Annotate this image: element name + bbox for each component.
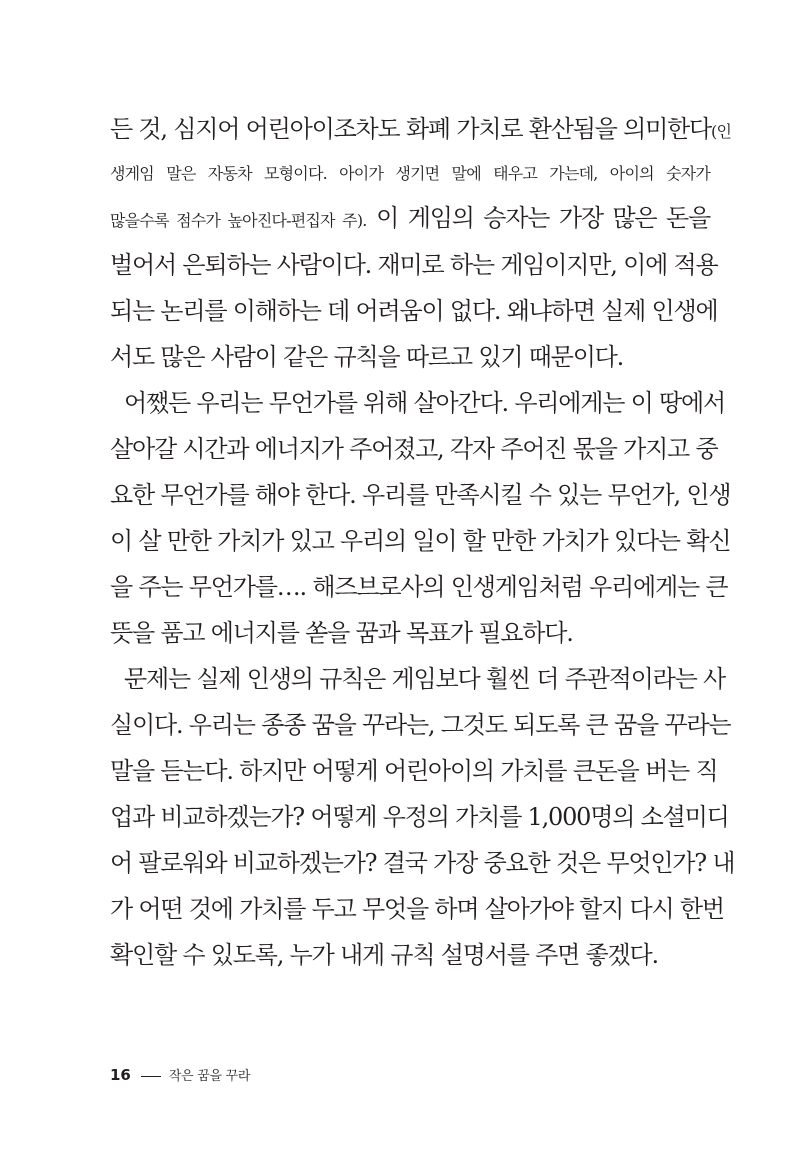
page-footer (110, 1062, 250, 1088)
body-text: 말을 듣는다. 하지만 어떻게 어린아이의 가치를 큰돈을 버는 직 (110, 757, 718, 785)
body-line-3 (110, 198, 710, 238)
body-text: 되는 논리를 이해하는 데 어려움이 없다. 왜냐하면 실제 인생에 (110, 297, 718, 325)
body-text: 을 주는 무언가를…. 해즈브로사의 인생게임처럼 우리에게는 큰 (110, 573, 728, 601)
body-text: 이 게임의 승자는 가장 많은 돈을 (366, 204, 710, 232)
body-text: 든 것, 심지어 어린아이조차도 화폐 가치로 환산됨을 의미한다 (110, 115, 712, 143)
body-text: 서도 많은 사람이 같은 규칙을 따르고 있기 때문이다. (110, 343, 624, 371)
body-line-6 (110, 337, 710, 377)
body-line-8 (110, 429, 718, 469)
body-line-17 (110, 843, 735, 883)
body-line-19 (110, 935, 710, 975)
body-line-7 (124, 383, 726, 423)
body-text: 확인할 수 있도록, 누가 내게 규칙 설명서를 주면 좋겠다. (110, 941, 658, 969)
body-line-12 (110, 613, 710, 653)
editor-note: 생게임 말은 자동차 모형이다. 아이가 생기면 말에 태우고 가는데, 아이의 숫자가 (110, 164, 710, 183)
footer-divider (141, 1076, 161, 1077)
body-line-9 (110, 475, 731, 515)
body-line-11 (110, 567, 728, 607)
body-text: 살아갈 시간과 에너지가 주어졌고, 각자 주어진 몫을 가지고 중 (110, 435, 718, 463)
body-text: 이 살 만한 가치가 있고 우리의 일이 할 만한 가치가 있다는 확신 (110, 527, 731, 555)
body-line-18 (110, 889, 724, 929)
body-line-2 (110, 151, 710, 191)
body-line-13 (124, 659, 726, 699)
body-line-16 (110, 797, 729, 837)
editor-note: 많을수록 점수가 높아진다-편집자 주). (110, 211, 367, 230)
body-line-5 (110, 291, 718, 331)
body-text: 실이다. 우리는 종종 꿈을 꾸라는, 그것도 되도록 큰 꿈을 꾸라는 (110, 711, 731, 739)
body-line-14 (110, 705, 731, 745)
body-line-4 (110, 245, 718, 285)
running-title: 작은 꿈을 꾸라 (168, 1069, 251, 1084)
body-text: 뜻을 품고 에너지를 쏟을 꿈과 목표가 필요하다. (110, 619, 573, 647)
body-line-1 (110, 109, 732, 149)
body-text: 업과 비교하겠는가? 어떻게 우정의 가치를 1,000명의 소셜미디 (110, 803, 729, 831)
body-text: 어쨌든 우리는 무언가를 위해 살아간다. 우리에게는 이 땅에서 (124, 389, 726, 417)
editor-note: (인 (711, 122, 732, 141)
body-line-10 (110, 521, 731, 561)
body-text: 어 팔로워와 비교하겠는가? 결국 가장 중요한 것은 무엇인가? 내 (110, 849, 735, 877)
body-text: 요한 무언가를 해야 한다. 우리를 만족시킬 수 있는 무언가, 인생 (110, 481, 731, 509)
body-text: 문제는 실제 인생의 규칙은 게임보다 훨씬 더 주관적이라는 사 (124, 665, 726, 693)
body-text: 가 어떤 것에 가치를 두고 무엇을 하며 살아가야 할지 다시 한번 (110, 895, 724, 923)
body-text: 벌어서 은퇴하는 사람이다. 재미로 하는 게임이지만, 이에 적용 (110, 251, 718, 279)
page-number: 16 (110, 1066, 131, 1084)
body-line-15 (110, 751, 718, 791)
